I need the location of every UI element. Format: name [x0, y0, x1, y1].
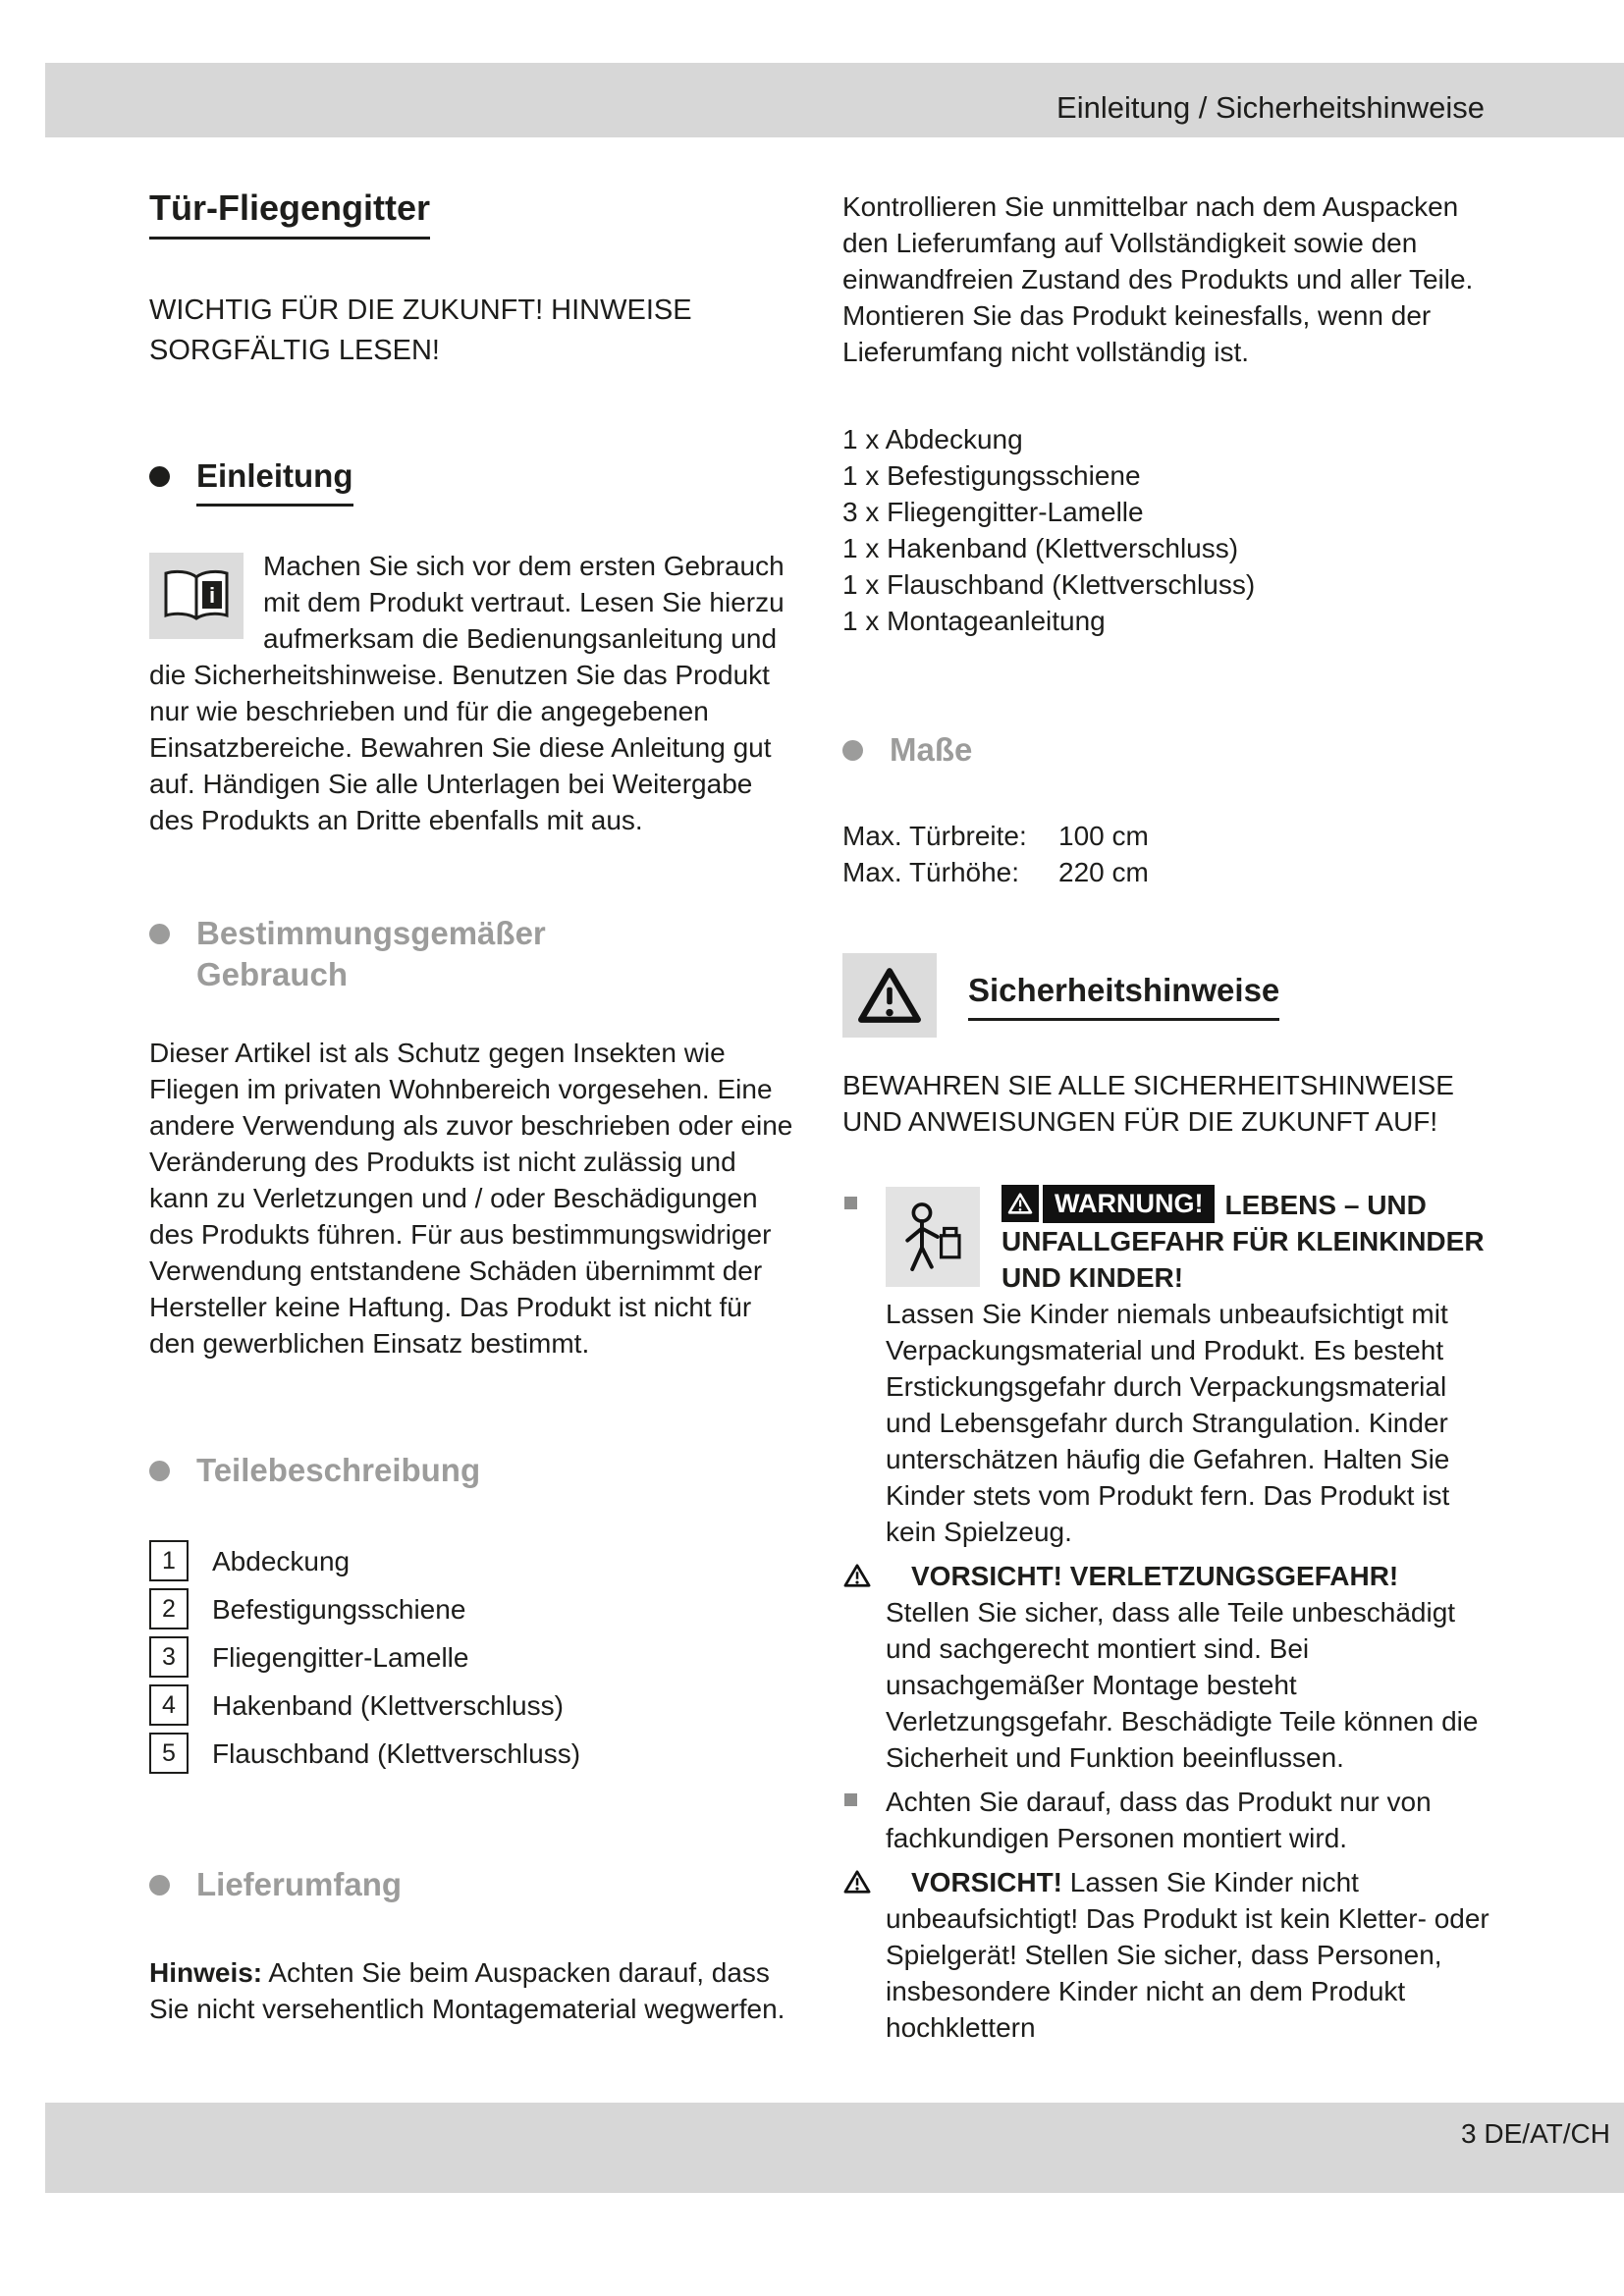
dimension-row — [842, 818, 1496, 854]
part-list-item — [149, 1684, 803, 1726]
part-number-box: 5 — [149, 1733, 189, 1774]
warning-triangle-icon — [842, 953, 937, 1038]
warnung-label — [1001, 1185, 1215, 1223]
bullet-icon — [149, 1461, 170, 1481]
part-list-item — [149, 1636, 803, 1678]
part-label: Befestigungsschiene — [212, 1593, 466, 1625]
note-item — [842, 1784, 1496, 1856]
header-band — [45, 63, 1624, 137]
caution-label: VORSICHT! VERLETZUNGSGEFAHR! — [911, 1561, 1399, 1591]
dimension-value: 220 cm — [1058, 857, 1149, 887]
dimension-value: 100 cm — [1058, 821, 1149, 851]
caution-body: Stellen Sie sicher, dass alle Teile unbeschädigt und sachgerecht montiert sind. Bei unsachgemäßer Montage besteht Verletzungsgefahr. Beschädigte Teile können die Sicherheit und Funktion beeinflussen. — [886, 1597, 1479, 1773]
footer-band — [45, 2103, 1624, 2193]
supply-item: 1 x Befestigungsschiene — [842, 460, 1141, 491]
note-body: Achten Sie beim Auspacken darauf, dass Sie nicht versehentlich Montagematerial wegwerfen. — [149, 1957, 785, 2024]
section-heading-text: Maße — [890, 731, 973, 768]
warnung-label-text: WARNUNG! — [1043, 1185, 1215, 1223]
keep-instructions-note: BEWAHREN SIE ALLE SICHERHEITSHINWEISE UND ANWEISUNGEN FÜR DIE ZUKUNFT AUF! — [842, 1070, 1454, 1137]
supply-item: 3 x Fliegengitter-Lamelle — [842, 497, 1144, 527]
warning-item — [842, 1185, 1496, 1550]
right-column — [842, 188, 1496, 2054]
unpacking-note — [149, 1954, 803, 2027]
intro-paragraph-text: Machen Sie sich vor dem ersten Gebrauch mit dem Produkt vertraut. Lesen Sie hierzu aufmerksam die Bedienungsanleitung und die Sicherheitshinweise. Benutzen Sie das Produkt nur wie beschrieben und für die angegebenen Einsatzbereiche. Bewahren Sie diese Anleitung gut auf. Händigen Sie alle Unterlagen bei Weitergabe des Produkts an Dritte ebenfalls mit aus. — [149, 551, 785, 835]
dimension-label: Max. Türhöhe: — [842, 857, 1020, 887]
section-heading-bestimmungsgemaesser-gebrauch — [149, 913, 803, 995]
safety-heading-text: Sicherheitshinweise — [968, 970, 1279, 1021]
section-heading-text: Einleitung — [196, 455, 353, 507]
caution-item — [842, 1558, 1496, 1776]
supply-item: 1 x Abdeckung — [842, 424, 1023, 454]
note-label: Hinweis: — [149, 1957, 263, 1988]
part-label: Abdeckung — [212, 1545, 351, 1576]
bullet-icon — [149, 1875, 170, 1896]
svg-text:i: i — [208, 583, 216, 608]
read-manual-book-icon — [149, 553, 244, 639]
page-number: 3 DE/AT/CH — [1461, 2118, 1610, 2149]
dimension-label: Max. Türbreite: — [842, 821, 1027, 851]
important-note: WICHTIG FÜR DIE ZUKUNFT! HINWEISE SORGFÄLTIG LESEN! — [149, 294, 692, 366]
caution-triangle-icon — [842, 1561, 872, 1597]
section-heading-text: Bestimmungsgemäßer Gebrauch — [196, 915, 546, 992]
supply-item: 1 x Montageanleitung — [842, 606, 1106, 636]
bullet-icon — [842, 740, 863, 761]
left-column — [149, 188, 803, 2027]
warning-body: Lassen Sie Kinder niemals unbeaufsichtigt mit Verpackungsmaterial und Produkt. Es besteht Erstickungsgefahr durch Verpackungsmaterial und Lebensgefahr durch Strangulation. Kinder unterschätzen häufig die Gefahren. Halten Sie Kinder stets vom Produkt fern. Das Produkt ist kein Spielzeug. — [886, 1299, 1450, 1547]
section-heading-text: Lieferumfang — [196, 1866, 403, 1902]
caution-label: VORSICHT! — [911, 1867, 1062, 1897]
dimensions-table — [842, 818, 1496, 890]
part-label: Flauschband (Klettverschluss) — [212, 1737, 581, 1769]
section-heading-masse — [842, 729, 1496, 771]
intro-paragraph — [149, 548, 803, 838]
section-heading-einleitung — [149, 455, 803, 507]
bullet-icon — [149, 924, 170, 944]
bullet-icon — [149, 466, 170, 487]
child-suffocation-hazard-icon — [886, 1187, 980, 1287]
part-number-box: 4 — [149, 1684, 189, 1726]
part-number-box: 2 — [149, 1588, 189, 1629]
safety-section-heading — [842, 953, 1496, 1038]
dimension-row — [842, 854, 1496, 890]
part-list-item — [149, 1540, 803, 1581]
part-number-box: 3 — [149, 1636, 189, 1678]
part-label: Hakenband (Klettverschluss) — [212, 1689, 564, 1721]
caution-body: Lassen Sie Kinder nicht unbeaufsichtigt! Das Produkt ist kein Kletter- oder Spielgerät! Stellen Sie sicher, dass Personen, insbesondere Kinder nicht an dem Produkt hochklettern — [886, 1867, 1489, 2043]
section-heading-text: Teilebeschreibung — [196, 1452, 481, 1488]
section-heading-teilebeschreibung — [149, 1450, 803, 1491]
part-list-item — [149, 1588, 803, 1629]
intended-use-paragraph: Dieser Artikel ist als Schutz gegen Insekten wie Fliegen im privaten Wohnbereich vorgesehen. Eine andere Verwendung als zuvor beschrieben oder eine Veränderung des Produkts ist nicht zulässig und kann zu Verletzungen und / oder Beschädigungen des Produkts führen. Für aus bestimmungswidriger Verwendung entstandene Schäden übernimmt der Hersteller keine Haftung. Das Produkt ist nicht für den gewerblichen Einsatz bestimmt. — [149, 1038, 793, 1359]
caution-triangle-icon — [842, 1867, 872, 1903]
square-bullet-icon — [844, 1793, 857, 1806]
doc-title: Tür-Fliegengitter — [149, 188, 430, 240]
supply-item: 1 x Flauschband (Klettverschluss) — [842, 569, 1256, 600]
supply-item: 1 x Hakenband (Klettverschluss) — [842, 533, 1239, 563]
part-number-box: 1 — [149, 1540, 189, 1581]
section-heading-lieferumfang — [149, 1864, 803, 1905]
parts-list — [149, 1540, 803, 1774]
caution-item — [842, 1864, 1496, 2046]
part-label: Fliegengitter-Lamelle — [212, 1641, 469, 1673]
supply-list — [842, 421, 1496, 639]
warning-title: LEBENS – UND UNFALLGEFAHR FÜR KLEINKINDER UND KINDER! — [1001, 1190, 1485, 1293]
header-band-title: Einleitung / Sicherheitshinweise — [1056, 90, 1485, 125]
square-bullet-icon — [844, 1197, 857, 1209]
note-item-text: Achten Sie darauf, dass das Produkt nur von fachkundigen Personen montiert wird. — [886, 1787, 1432, 1853]
delivery-check-paragraph: Kontrollieren Sie unmittelbar nach dem Auspacken den Lieferumfang auf Vollständigkeit sowie den einwandfreien Zustand des Produkts und aller Teile. Montieren Sie das Produkt keinesfalls, wenn der Lieferumfang nicht vollständig ist. — [842, 191, 1474, 367]
warnung-label-triangle-icon — [1001, 1185, 1039, 1222]
part-list-item — [149, 1733, 803, 1774]
